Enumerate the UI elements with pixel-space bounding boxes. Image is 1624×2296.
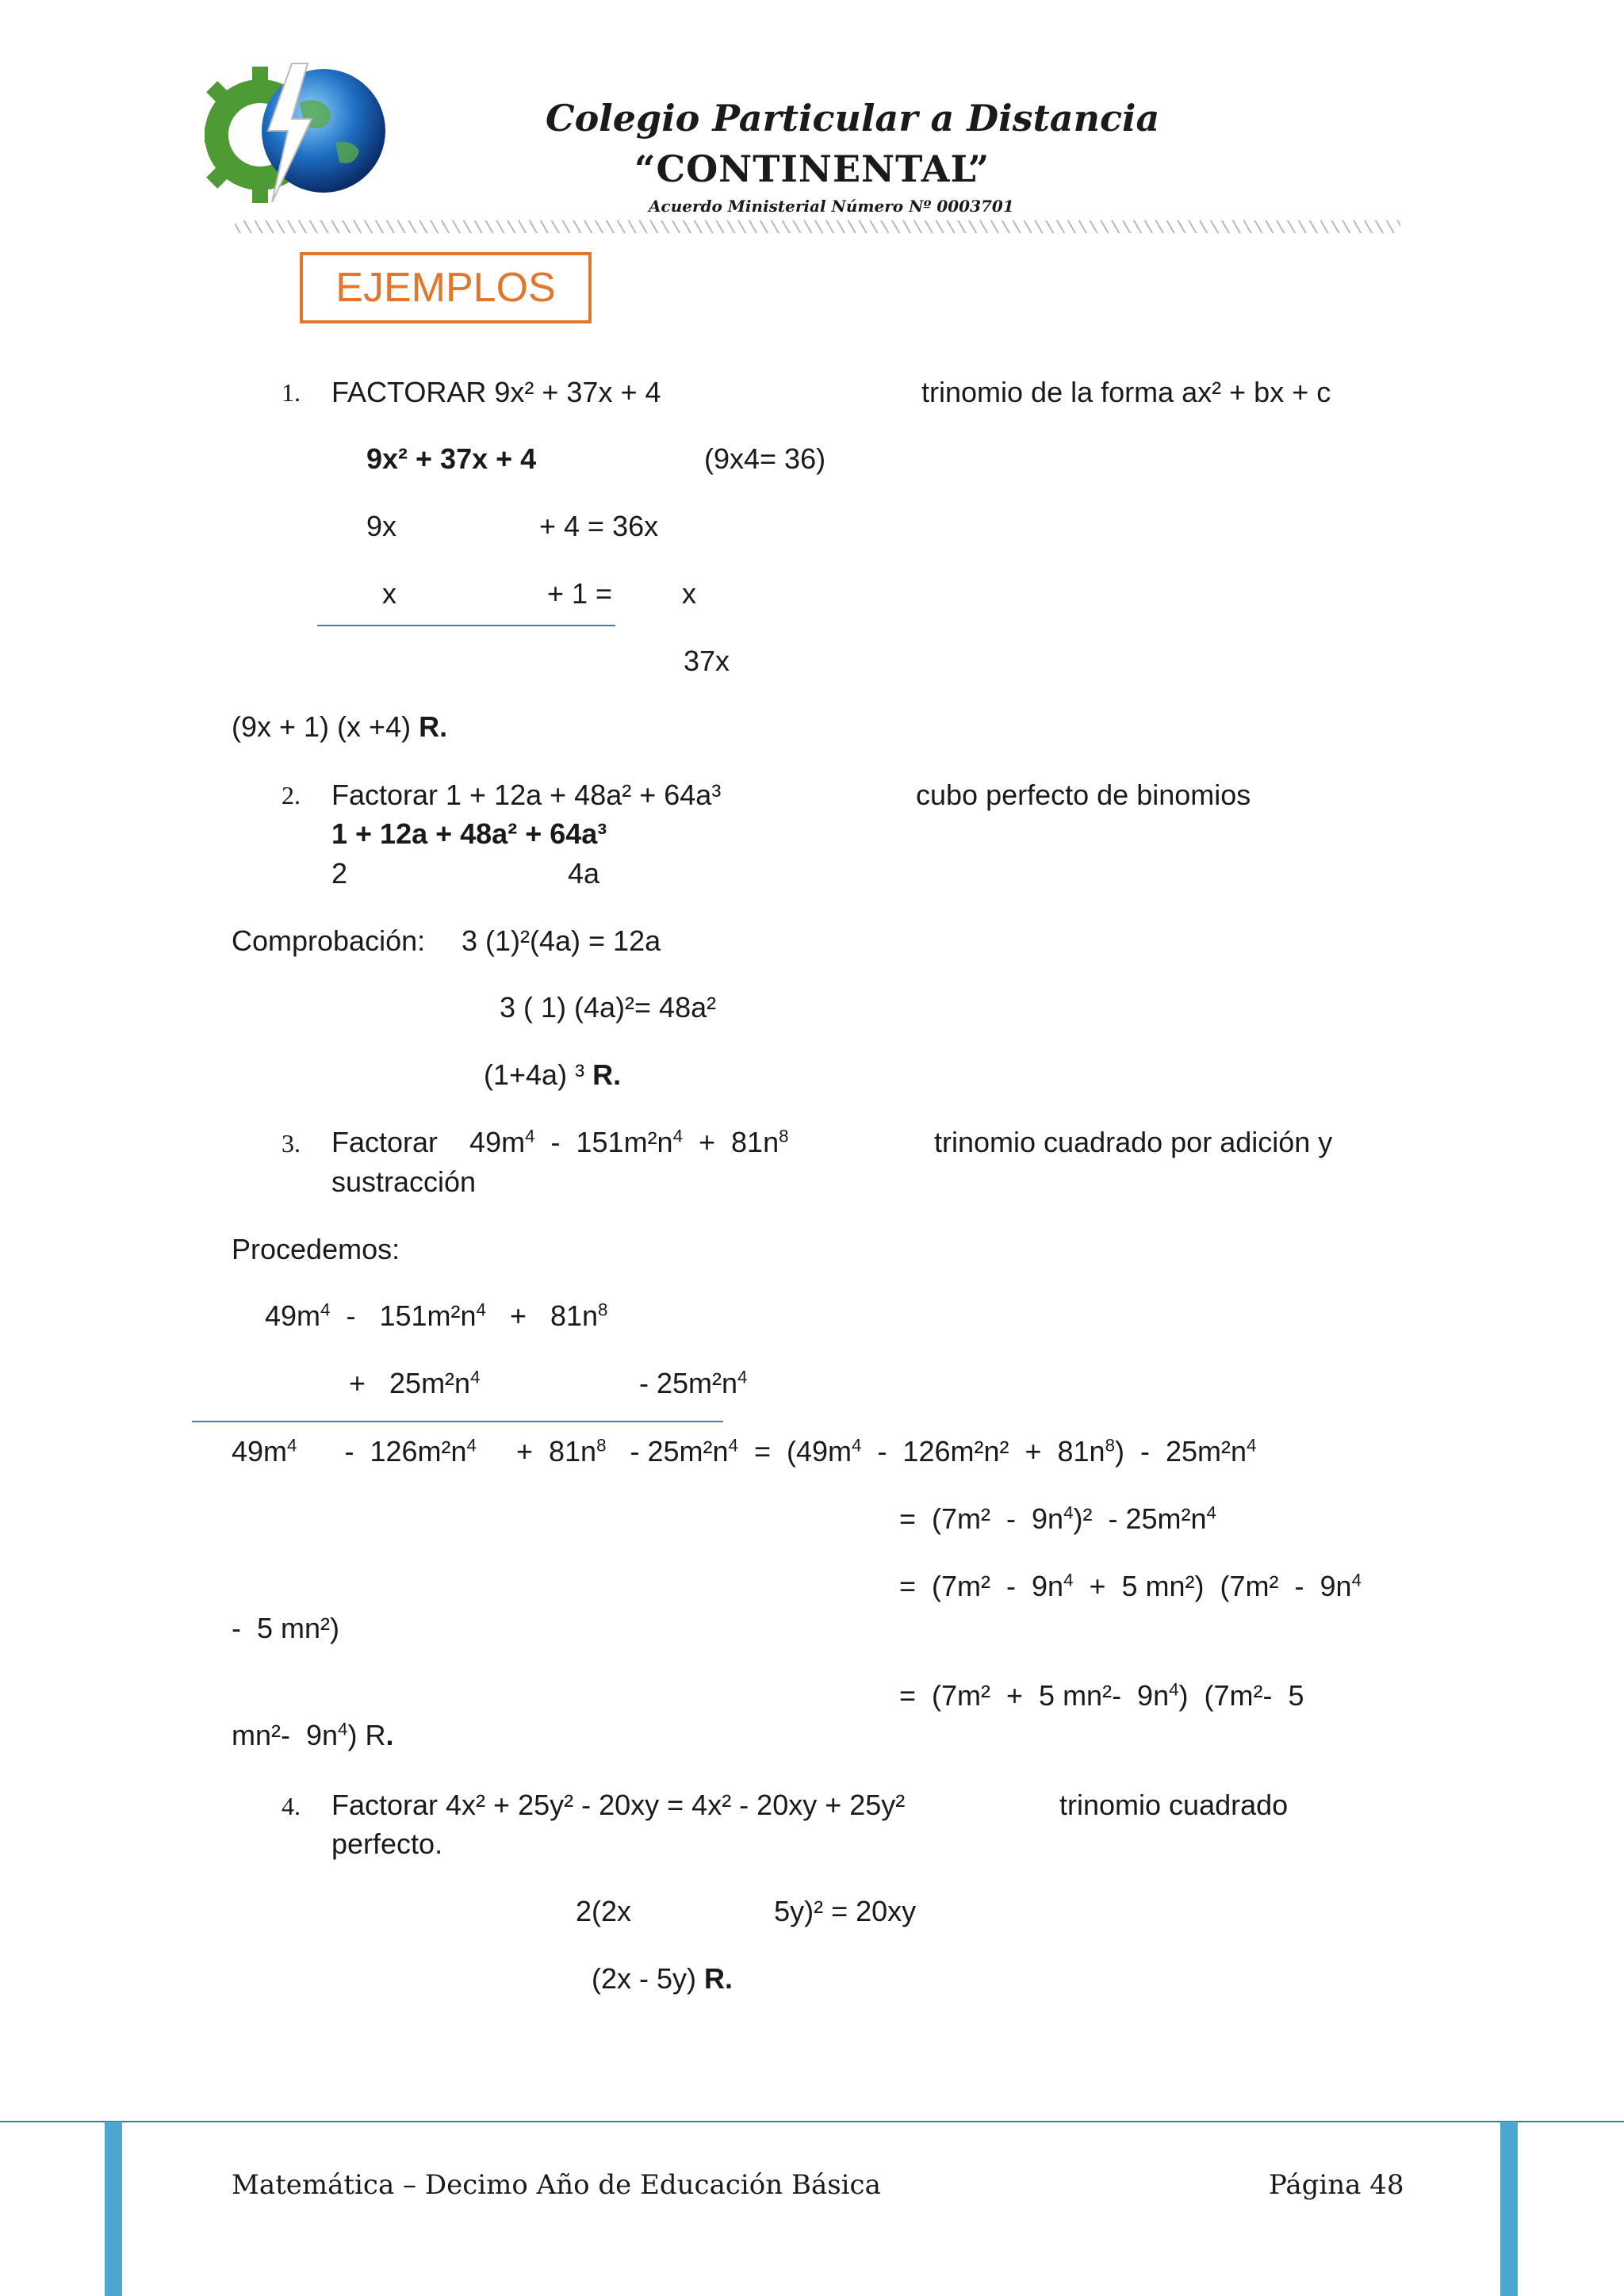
example2-root2: 4a (568, 857, 600, 890)
example4-prompt: Factorar 4x² + 25y² - 20xy = 4x² - 20xy + 25y² (331, 1789, 906, 1821)
agreement-text: Acuerdo Ministerial Número Nº 0003701 (649, 197, 1014, 216)
example3-sum-rule (192, 1421, 723, 1422)
example2-check1: 3 (1)²(4a) = 12a (462, 924, 661, 957)
example3-prompt: Factorar $49m^4 - 151m^2n^4 + 81n^8$ (331, 1126, 789, 1158)
example3-step6: = (7m² + 5 mn²- $9n^4$) (7m²- 5 (899, 1679, 1304, 1712)
header-divider (235, 220, 1400, 233)
example2-type: cubo perfecto de binomios (916, 779, 1251, 811)
footer-bar-left (105, 2122, 122, 2296)
example1-product: (9x4= 36) (704, 442, 826, 475)
example1-number: 1. (282, 378, 301, 407)
footer-rule (0, 2121, 1624, 2122)
example2-expr: 1 + 12a + 48a² + 64a³ (331, 817, 607, 850)
example3-proceed: Procedemos: (232, 1233, 400, 1265)
example2-number: 2. (282, 781, 301, 809)
example4-type-line1: trinomio cuadrado (1059, 1789, 1289, 1821)
example3-type-line1: trinomio cuadrado por adición y (934, 1126, 1333, 1158)
example3-step2-right: - $25m^2n^4$ (639, 1367, 748, 1399)
example1-answer: (9x + 1) (x +4) R. (232, 710, 448, 743)
example1-row2-c: x (682, 577, 696, 610)
footer-subject: Matemática – Decimo Año de Educación Básica (232, 2169, 881, 2201)
example2-root1: 2 (331, 857, 348, 890)
example1-expr: 9x² + 37x + 4 (366, 442, 537, 475)
example3-step5: = ($7m^2 - 9n^4 + 5$ mn²) ($7m^2 - 9n^4$ (899, 1570, 1362, 1602)
example3-type-line2: sustracción (331, 1165, 477, 1198)
example2-check-label: Comprobación: (232, 924, 426, 957)
example3-number: 3. (282, 1129, 301, 1158)
example4-check: 2(2x 5y)² = 20xy (576, 1895, 917, 1927)
example3-step1: $49m^4 - 151m^2n^4 + 81n^8$ (265, 1299, 608, 1332)
example1-row2-a: x (382, 577, 396, 610)
footer-bar-right (1500, 2122, 1518, 2296)
example4-number: 4. (282, 1792, 301, 1820)
example2-check2: 3 ( 1) (4a)²= 48a² (500, 991, 717, 1024)
example2-prompt: Factorar 1 + 12a + 48a² + 64a³ (331, 779, 722, 811)
example1-prompt: FACTORAR 9x² + 37x + 4 (331, 376, 661, 408)
section-title: EJEMPLOS (300, 252, 592, 323)
example1-sum-rule (317, 625, 615, 626)
example3-step6-cont: mn²- $9n^4$) R. (232, 1719, 394, 1751)
example3-step4: = $(7m^2 - 9n^4)^2 - 25m^2n^4$ (899, 1502, 1216, 1535)
example3-step2-left: + $25m^2n^4$ (349, 1367, 481, 1399)
example4-type-line2: perfecto. (331, 1827, 443, 1860)
example3-step5-cont: - 5 mn²) (232, 1612, 340, 1644)
example1-type: trinomio de la forma ax² + bx + c (921, 376, 1331, 408)
example1-row2-b: + 1 = (547, 577, 613, 610)
example2-answer: (1+4a) ³ R. (484, 1058, 622, 1091)
footer-page-number: Página 48 (1269, 2169, 1404, 2201)
school-logo (205, 55, 395, 214)
example1-row1-b: + 4 = 36x (539, 510, 659, 542)
school-name: “CONTINENTAL” (634, 147, 990, 190)
school-line1: Colegio Particular a Distancia (546, 97, 1160, 140)
example4-answer: (2x - 5y) R. (592, 1962, 733, 1995)
example1-sum: 37x (684, 645, 730, 677)
example1-row1-a: 9x (366, 510, 397, 542)
example3-step3: $49m^4$ - $126m^2n^4$ + $81n^8 - 25m^2n^4 = (49m^4 - 126m^2n^2 + 81n^8) - 25m^2n^4$ (232, 1435, 1257, 1468)
